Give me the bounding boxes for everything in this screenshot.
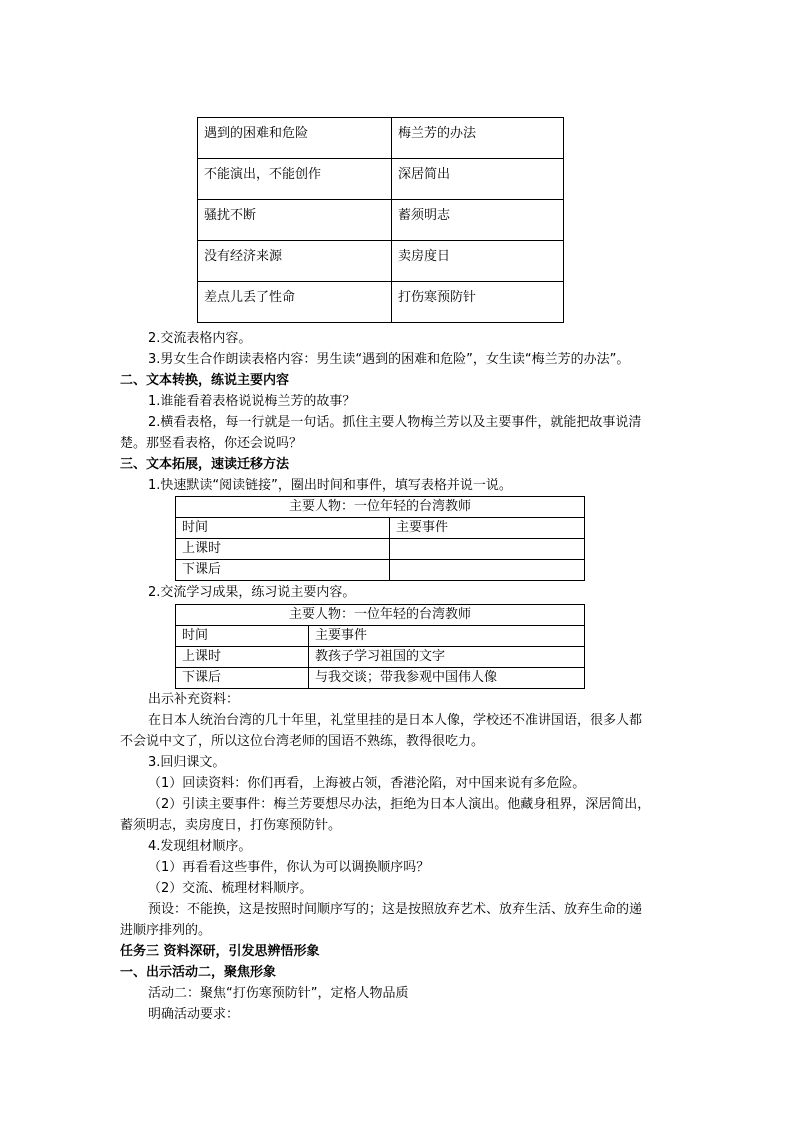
table-header-cell: 时间	[176, 518, 390, 539]
table-row	[176, 560, 585, 581]
table-row	[198, 282, 564, 323]
paragraph-line: （1）回读资料：你们再看，上海被占领，香港沦陷，对中国来说有多危险。	[148, 776, 586, 791]
section-heading: 一、出示活动二，聚焦形象	[120, 965, 277, 980]
table-cell: 与我交谈；带我参观中国伟人像	[309, 668, 585, 689]
paragraph-line: 活动二：聚焦“打伤寒预防针”，定格人物品质	[148, 986, 409, 1001]
table-cell: 上课时	[176, 539, 390, 560]
table-row	[176, 605, 585, 626]
table-header-cell: 遇到的困难和危险	[198, 118, 392, 159]
table-cell: 打伤寒预防针	[392, 282, 564, 323]
table-header-cell: 主要事件	[390, 518, 585, 539]
table-title-cell: 主要人物：一位年轻的台湾教师	[176, 497, 585, 518]
table-cell: 没有经济来源	[198, 241, 392, 282]
table-header-cell: 时间	[176, 626, 309, 647]
table-row	[176, 668, 585, 689]
table-cell	[390, 539, 585, 560]
table-title-cell: 主要人物：一位年轻的台湾教师	[176, 605, 585, 626]
paragraph-line: 楚。那竖看表格，你还会说吗？	[120, 436, 303, 451]
section-heading: 二、文本转换，练说主要内容	[120, 373, 290, 388]
teacher-events-table-filled	[175, 604, 585, 689]
table-cell: 深居简出	[392, 159, 564, 200]
paragraph-line: （2）引读主要事件：梅兰芳要想尽办法，拒绝为日本人演出。他藏身租界，深居简出，	[148, 797, 651, 812]
table-row	[198, 200, 564, 241]
paragraph-line: 预设：不能换，这是按照时间顺序写的；这是按照放弃艺术、放弃生活、放弃生命的递	[148, 902, 643, 917]
paragraph-line: （1）再看看这些事件，你认为可以调换顺序吗？	[148, 860, 430, 875]
paragraph-line: 3.男女生合作朗读表格内容：男生读“遇到的困难和危险”，女生读“梅兰芳的办法”。	[148, 352, 630, 367]
paragraph-line: 蓄须明志，卖房度日，打伤寒预防针。	[120, 818, 342, 833]
paragraph-line: 进顺序排列的。	[120, 923, 212, 938]
table-row	[176, 497, 585, 518]
paragraph-line: 不会说中文了，所以这位台湾老师的国语不熟练，教得很吃力。	[120, 734, 485, 749]
paragraph-line: 3.回归课文。	[148, 755, 226, 770]
paragraph-line: 2.交流学习成果，练习说主要内容。	[148, 585, 356, 600]
teacher-events-table-blank	[175, 496, 585, 581]
paragraph-line: 2.交流表格内容。	[148, 331, 252, 346]
table-cell: 下课后	[176, 668, 309, 689]
table-cell: 蓄须明志	[392, 200, 564, 241]
table-row	[176, 626, 585, 647]
table-cell: 教孩子学习祖国的文字	[309, 647, 585, 668]
difficulty-method-table	[197, 117, 564, 323]
table-row	[198, 118, 564, 159]
table-row	[198, 159, 564, 200]
paragraph-line: 明确活动要求：	[148, 1007, 240, 1022]
table-row	[176, 647, 585, 668]
table-row	[176, 539, 585, 560]
paragraph-line: （2）交流、梳理材料顺序。	[148, 881, 313, 896]
task-heading: 任务三 资料深研，引发思辨悟形象	[120, 944, 320, 959]
paragraph-line: 4.发现组材顺序。	[148, 839, 252, 854]
table-cell: 差点儿丢了性命	[198, 282, 392, 323]
table-cell	[390, 560, 585, 581]
table-cell: 骚扰不断	[198, 200, 392, 241]
section-heading: 三、文本拓展，速读迁移方法	[120, 457, 290, 472]
table-header-cell: 主要事件	[309, 626, 585, 647]
table-cell: 卖房度日	[392, 241, 564, 282]
paragraph-line: 在日本人统治台湾的几十年里，礼堂里挂的是日本人像，学校还不准讲国语，很多人都	[148, 713, 643, 728]
table-header-cell: 梅兰芳的办法	[392, 118, 564, 159]
table-row	[198, 241, 564, 282]
paragraph-line: 1.快速默读“阅读链接”，圈出时间和事件，填写表格并说一说。	[148, 478, 512, 493]
paragraph-line: 出示补充资料：	[148, 692, 240, 707]
table-row	[176, 518, 585, 539]
paragraph-line: 1.谁能看着表格说说梅兰芳的故事？	[148, 394, 356, 409]
table-cell: 下课后	[176, 560, 390, 581]
table-cell: 上课时	[176, 647, 309, 668]
table-cell: 不能演出，不能创作	[198, 159, 392, 200]
paragraph-line: 2.横看表格，每一行就是一句话。抓住主要人物梅兰芳以及主要事件，就能把故事说清	[148, 415, 642, 430]
